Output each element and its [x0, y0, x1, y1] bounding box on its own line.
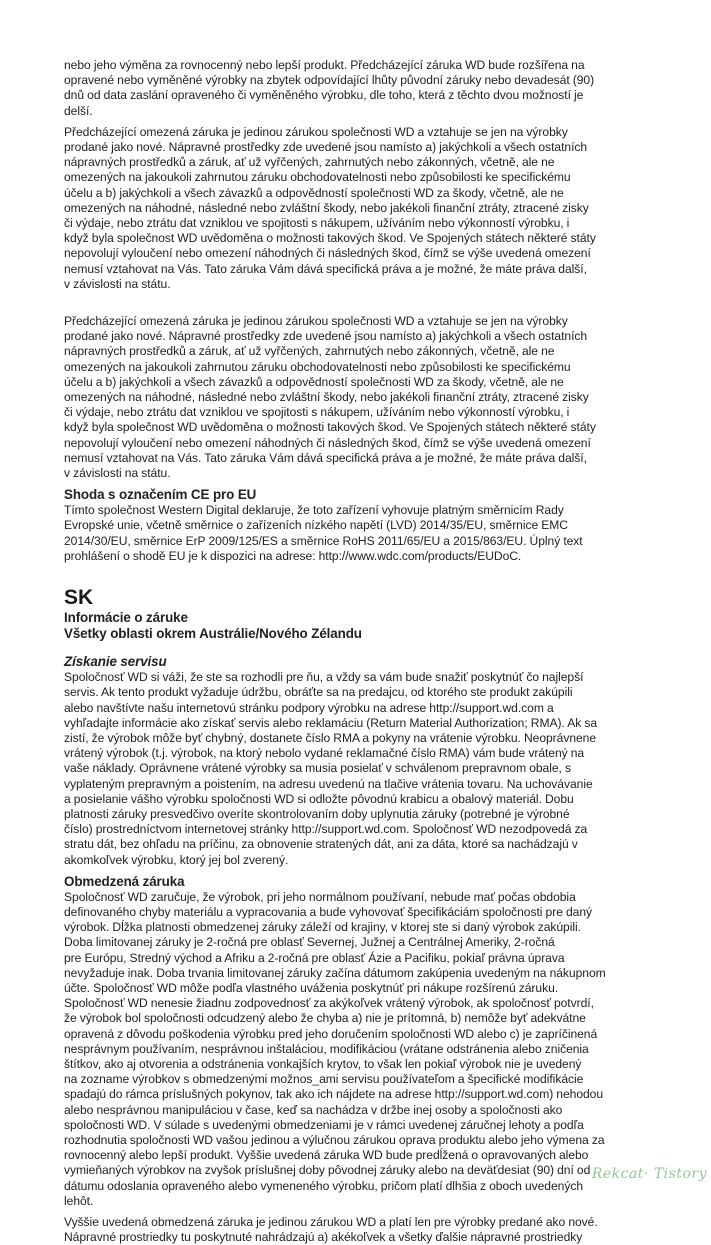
spacer: [64, 564, 664, 586]
cs-exclusive-warranty-paragraph-repeat: Předcházející omezená záruka je jedinou zárukou společnosti WD a vztahuje se jen na výrobky prodané jako nové. Nápravné prostředky zde uvedené jsou namísto a) jakýchkoli a všech ostatních nápravných prostředků a záruk, ať už vyřčených, zahrnutých nebo zákonných, včetně, ale ne omezených na jakoukoli zahrnutou záruku obchodovatelnosti nebo způsobilosti ke specifickému účelu a b) jakýchkoli a všech závazků a odpovědností společnosti WD za škody, včetně, ale ne omezených na náhodné, následné nebo zvláštní škody, nebo jakékoli finanční ztráty, ztracené zisky či výdaje, nebo ztrátu dat vzniklou ve spojitosti s nákupem, užíváním nebo výkonností výrobku, i když byla společnost WD uvědoměna o možnosti takových škod. Ve Spojených státech některé státy nepovolují vyloučení nebo omezení náhodných či následných škod, čímž se výše uvedená omezení nemusí vztahovat na Vás. Tato záruka Vám dává specifická práva a je možné, že máte práva další, v závislosti na státu.: [64, 314, 596, 481]
cs-warranty-extension-paragraph: nebo jeho výměna za rovnocenný nebo lepší produkt. Předcházející záruka WD bude rozšířena na opravené nebo vyměněné výrobky na zbytek odpovídající lhůty původní záruky nebo devadesát (90) dnů od data zaslání opraveného či vyměněného výrobku, dle toho, která z těchto dvou možností je delší.: [64, 58, 595, 118]
watermark-text: Rekcat· Tistory: [591, 1166, 707, 1182]
sk-warranty-heading: Obmedzená záruka: [64, 873, 185, 889]
cs-ce-paragraph: Tímto společnost Western Digital deklaruje, že toto zařízení vyhovuje platným směrnicím Rady Evropské unie, včetně směrnice o zařízeních nízkého napětí (LVD) 2014/35/EU, směrnice EMC 2014/30/EU, směrnice ErP 2009/125/ES a směrnice RoHS 2011/65/EU a 2015/863/EU. Úplný text prohlášení o shodě EU je k dispozici na adrese: http://www.wdc.com/products/EUDoC.: [64, 503, 583, 563]
sk-warranty-paragraph: Spoločnosť WD zaručuje, že výrobok, pri jeho normálnom používaní, nebude mať počas obdobia definovaného chyby materiálu a vypracovania a bude vyhovovať špecifikáciám spoločnosti pre daný výrobok. Dĺžka platnosti obmedzenej záruky záleží od krajiny, v ktorej ste si daný výrobok zakúpili. Doba limitovanej záruky je 2-ročná pre oblasť Severnej, Južnej a Centrálnej Ameriky, 2-ročná pre Európu, Stredný východ a Afriku a 2-ročná pre oblasť Ázie a Pacifiku, pokiaľ právna úprava nevyžaduje inak. Doba trvania limitovanej záruky začína dátumom zakúpenia uvedeným na nákupnom účte. Spoločnosť WD môže podľa vlastného uváženia poskytnúť pri nákupe rozšírenú záruku. Spoločnosť WD nenesie žiadnu zodpovednosť za akýkoľvek vrátený výrobok, ak spoločnosť potvrdí, že výrobok bol spoločnosti odcudzený alebo že chyba a) nie je prítomná, b) nemôže byť adekvátne opravená z dôvodu poškodenia výrobku pred jeho doručením spoločnosti WD alebo c) je zapríčinená nesprávnym používaním, nesprávnou inštaláciou, modifikáciou (vrátane odstránenia alebo zničenia štítkov, ako aj otvorenia a odstránenia vonkajších krytov, to však len pokiaľ výrobok nie je uvedený na zozname výrobkov s obmedzenými možnos_ami servisu používateľom a špecifické modifikácie spadajú do rámca príslušných pokynov, tak ako ich nájdete na adrese http://support.wd.com) nehodou alebo nesprávnou manipuláciou v čase, keď sa nachádza v držbe inej osoby a spoločnosti ako spoločnosti WD. V súlade s uvedenými obmedzeniami je v rámci uvedenej záručnej lehoty a podľa rozhodnutia spoločnosti WD vašou jedinou a výlučnou zárukou oprava produktu alebo jeho výmena za rovnocenný alebo lepší produkt. Vyššie uvedená záruka WD bude predĺžená o opravovaných alebo vymieňaných výrobkov na zvyšok príslušnej doby pôvodnej záruky alebo na deväťdesiat (90) dní od dátumu odoslania opraveného alebo vymeneného výrobku, pričom platí dlhšia z oboch uvedených lehôt.: [64, 889, 606, 1208]
sk-title-line2: Všetky oblasti okrem Austrálie/Nového Zélandu: [64, 626, 362, 642]
cs-ce-heading: Shoda s označením CE pro EU: [64, 487, 257, 503]
document-page: [64, 58, 664, 1245]
sk-title-line1: Informácie o záruke: [64, 610, 188, 626]
sk-service-paragraph: Spoločnosť WD si váži, že ste sa rozhodli pre ňu, a vždy sa vám bude snažiť poskytnúť čo najlepší servis. Ak tento produkt vyžaduje údržbu, obráťte sa na predajcu, od ktorého ste produkt zakúpili alebo navštívte našu internetovú stránku podpory výrobku na adrese http://support.wd.com a vyhľadajte informácie ako získať servis alebo reklamáciu (Return Material Authorization; RMA). Ak sa zistí, že výrobok môže byť chybný, dostanete číslo RMA a pokyny na vrátenie výrobku. Neoprávnene vrátený výrobok (t.j. výrobok, na ktorý nebolo vydané reklamačné číslo RMA) vám bude vrátený na vaše náklady. Oprávnene vrátené výrobky sa musia posielať v schválenom prepravnom obale, s vyplateným prepravným a poistením, na adresu uvedenú na tlačive vrátenia tovaru. Na uchovávanie a posielanie vášho výrobku spoločnosti WD si odložte pôvodnú krabicu a obalový materiál. Dobu platnosti záruky presvedčivo overíte skontrolovaním doby uplynutia záruky (potrebné je výrobné číslo) prostredníctvom internetovej stránky http://support.wd.com. Spoločnosť WD nezodpovedá za stratu dát, bez ohľadu na príčinu, za obnovenie stratených dát, ani za dáta, ktoré sa nachádzajú v akomkoľvek výrobku, ktorý jej bol zverený.: [64, 670, 598, 867]
sk-language-heading: SK: [64, 586, 94, 610]
spacer: [64, 642, 664, 654]
sk-service-heading: Získanie servisu: [64, 654, 167, 670]
spacer: [64, 292, 664, 314]
cs-exclusive-warranty-paragraph: Předcházející omezená záruka je jedinou zárukou společnosti WD a vztahuje se jen na výrobky prodané jako nové. Nápravné prostředky zde uvedené jsou namísto a) jakýchkoli a všech ostatních nápravných prostředků a záruk, ať už vyřčených, zahrnutých nebo zákonných, včetně, ale ne omezených na jakoukoli zahrnutou záruku obchodovatelnosti nebo způsobilosti ke specifickému účelu a b) jakýchkoli a všech závazků a odpovědností společnosti WD za škody, včetně, ale ne omezených na náhodné, následné nebo zvláštní škody, nebo jakékoli finanční ztráty, ztracené zisky či výdaje, nebo ztrátu dat vzniklou ve spojitosti s nákupem, užíváním nebo výkonností výrobku, i když byla společnost WD uvědoměna o možnosti takových škod. Ve Spojených státech některé státy nepovolují vyloučení nebo omezení náhodných či následných škod, čímž se výše uvedená omezení nemusí vztahovat na Vás. Tato záruka Vám dává specifická práva a je možné, že máte práva další, v závislosti na státu.: [64, 124, 596, 291]
sk-final-paragraph: Vyššie uvedená obmedzená záruka je jedinou zárukou WD a platí len pre výrobky predané ako nové. Nápravné prostriedky tu poskytnuté nahrádzajú a) akékoľvek a všetky ďalšie nápravné prostriedky: [64, 1215, 598, 1245]
